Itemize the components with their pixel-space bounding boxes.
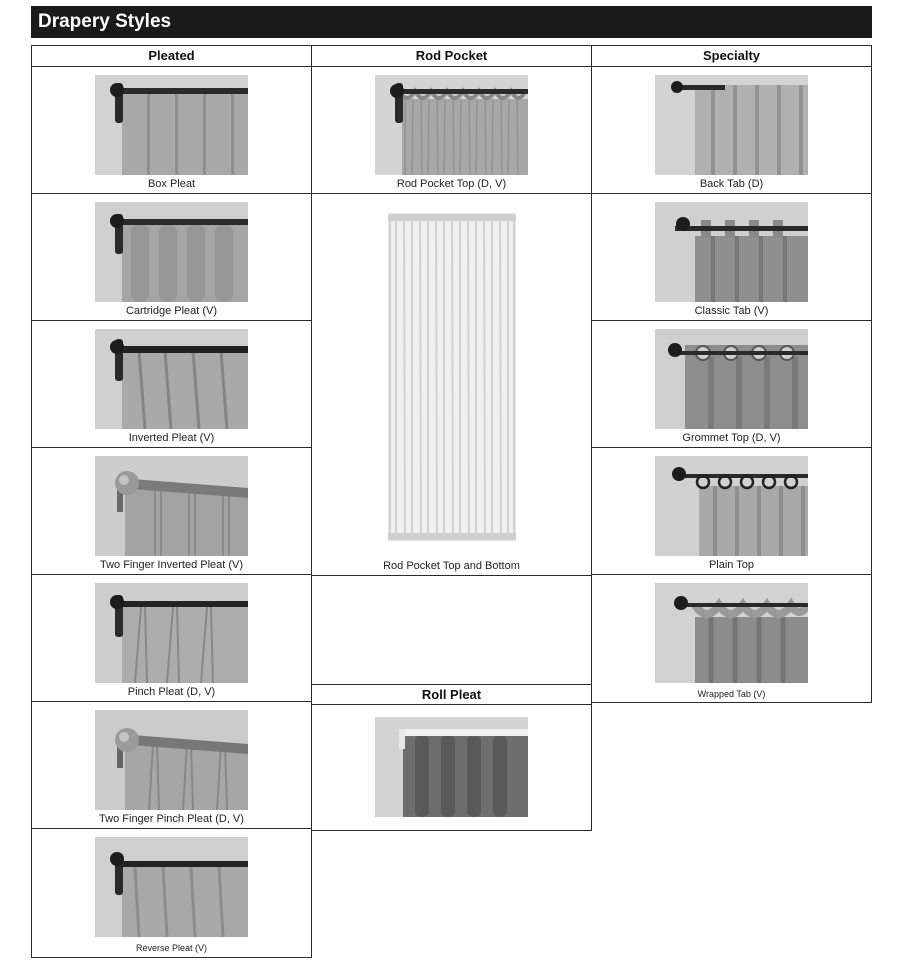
style-label: Plain Top (708, 559, 755, 571)
style-card-classic-tab (591, 193, 872, 321)
style-label: Box Pleat (147, 178, 196, 190)
style-card-back-tab (591, 66, 872, 194)
style-label: Two Finger Inverted Pleat (V) (99, 559, 244, 571)
style-card-box-pleat (31, 66, 312, 194)
two-finger-pinch-pleat-drapery-photo (95, 710, 248, 810)
rod-pocket-top-bottom-sheer-photo (388, 213, 516, 541)
column-header-rod-pocket: Rod Pocket (311, 45, 592, 67)
style-card-reverse-pleat (31, 828, 312, 958)
column-header-pleated: Pleated (31, 45, 312, 67)
style-card-inverted-pleat (31, 320, 312, 448)
wrapped-tab-drapery-photo (655, 583, 808, 683)
style-card-grommet-top (591, 320, 872, 448)
plain-top-ring-drapery-photo (655, 456, 808, 556)
style-label: Two Finger Pinch Pleat (D, V) (99, 813, 244, 825)
column-header-roll-pleat: Roll Pleat (311, 684, 592, 705)
style-card-cartridge-pleat (31, 193, 312, 321)
box-pleat-drapery-photo (95, 75, 248, 175)
style-label: Grommet Top (D, V) (682, 432, 781, 444)
style-label: Rod Pocket Top and Bottom (383, 560, 520, 572)
grommet-top-drapery-photo (655, 329, 808, 429)
pinch-pleat-drapery-photo (95, 583, 248, 683)
cartridge-pleat-drapery-photo (95, 202, 248, 302)
style-label: Wrapped Tab (V) (697, 689, 766, 699)
style-card-two-finger-inverted-pleat (31, 447, 312, 575)
style-card-plain-top (591, 447, 872, 575)
style-label: Reverse Pleat (V) (135, 943, 208, 953)
two-finger-inverted-pleat-drapery-photo (95, 456, 248, 556)
style-label: Classic Tab (V) (694, 305, 769, 317)
page-title: Drapery Styles (31, 6, 872, 38)
style-label: Cartridge Pleat (V) (125, 305, 218, 317)
roll-pleat-drapery-photo (375, 717, 528, 817)
style-card-two-finger-pinch-pleat (31, 701, 312, 829)
empty-cell (311, 575, 592, 685)
rod-pocket-top-drapery-photo (375, 75, 528, 175)
back-tab-drapery-photo (655, 75, 808, 175)
style-card-pinch-pleat (31, 574, 312, 702)
classic-tab-drapery-photo (655, 202, 808, 302)
style-label: Rod Pocket Top (D, V) (396, 178, 507, 190)
style-label: Inverted Pleat (V) (128, 432, 215, 444)
column-header-specialty: Specialty (591, 45, 872, 67)
style-card-roll-pleat (311, 704, 592, 831)
style-label: Pinch Pleat (D, V) (127, 686, 216, 698)
style-card-rod-pocket-top (311, 66, 592, 194)
style-label: Back Tab (D) (699, 178, 764, 190)
reverse-pleat-drapery-photo (95, 837, 248, 937)
style-card-rod-pocket-top-bottom (311, 193, 592, 576)
inverted-pleat-drapery-photo (95, 329, 248, 429)
style-card-wrapped-tab (591, 574, 872, 703)
